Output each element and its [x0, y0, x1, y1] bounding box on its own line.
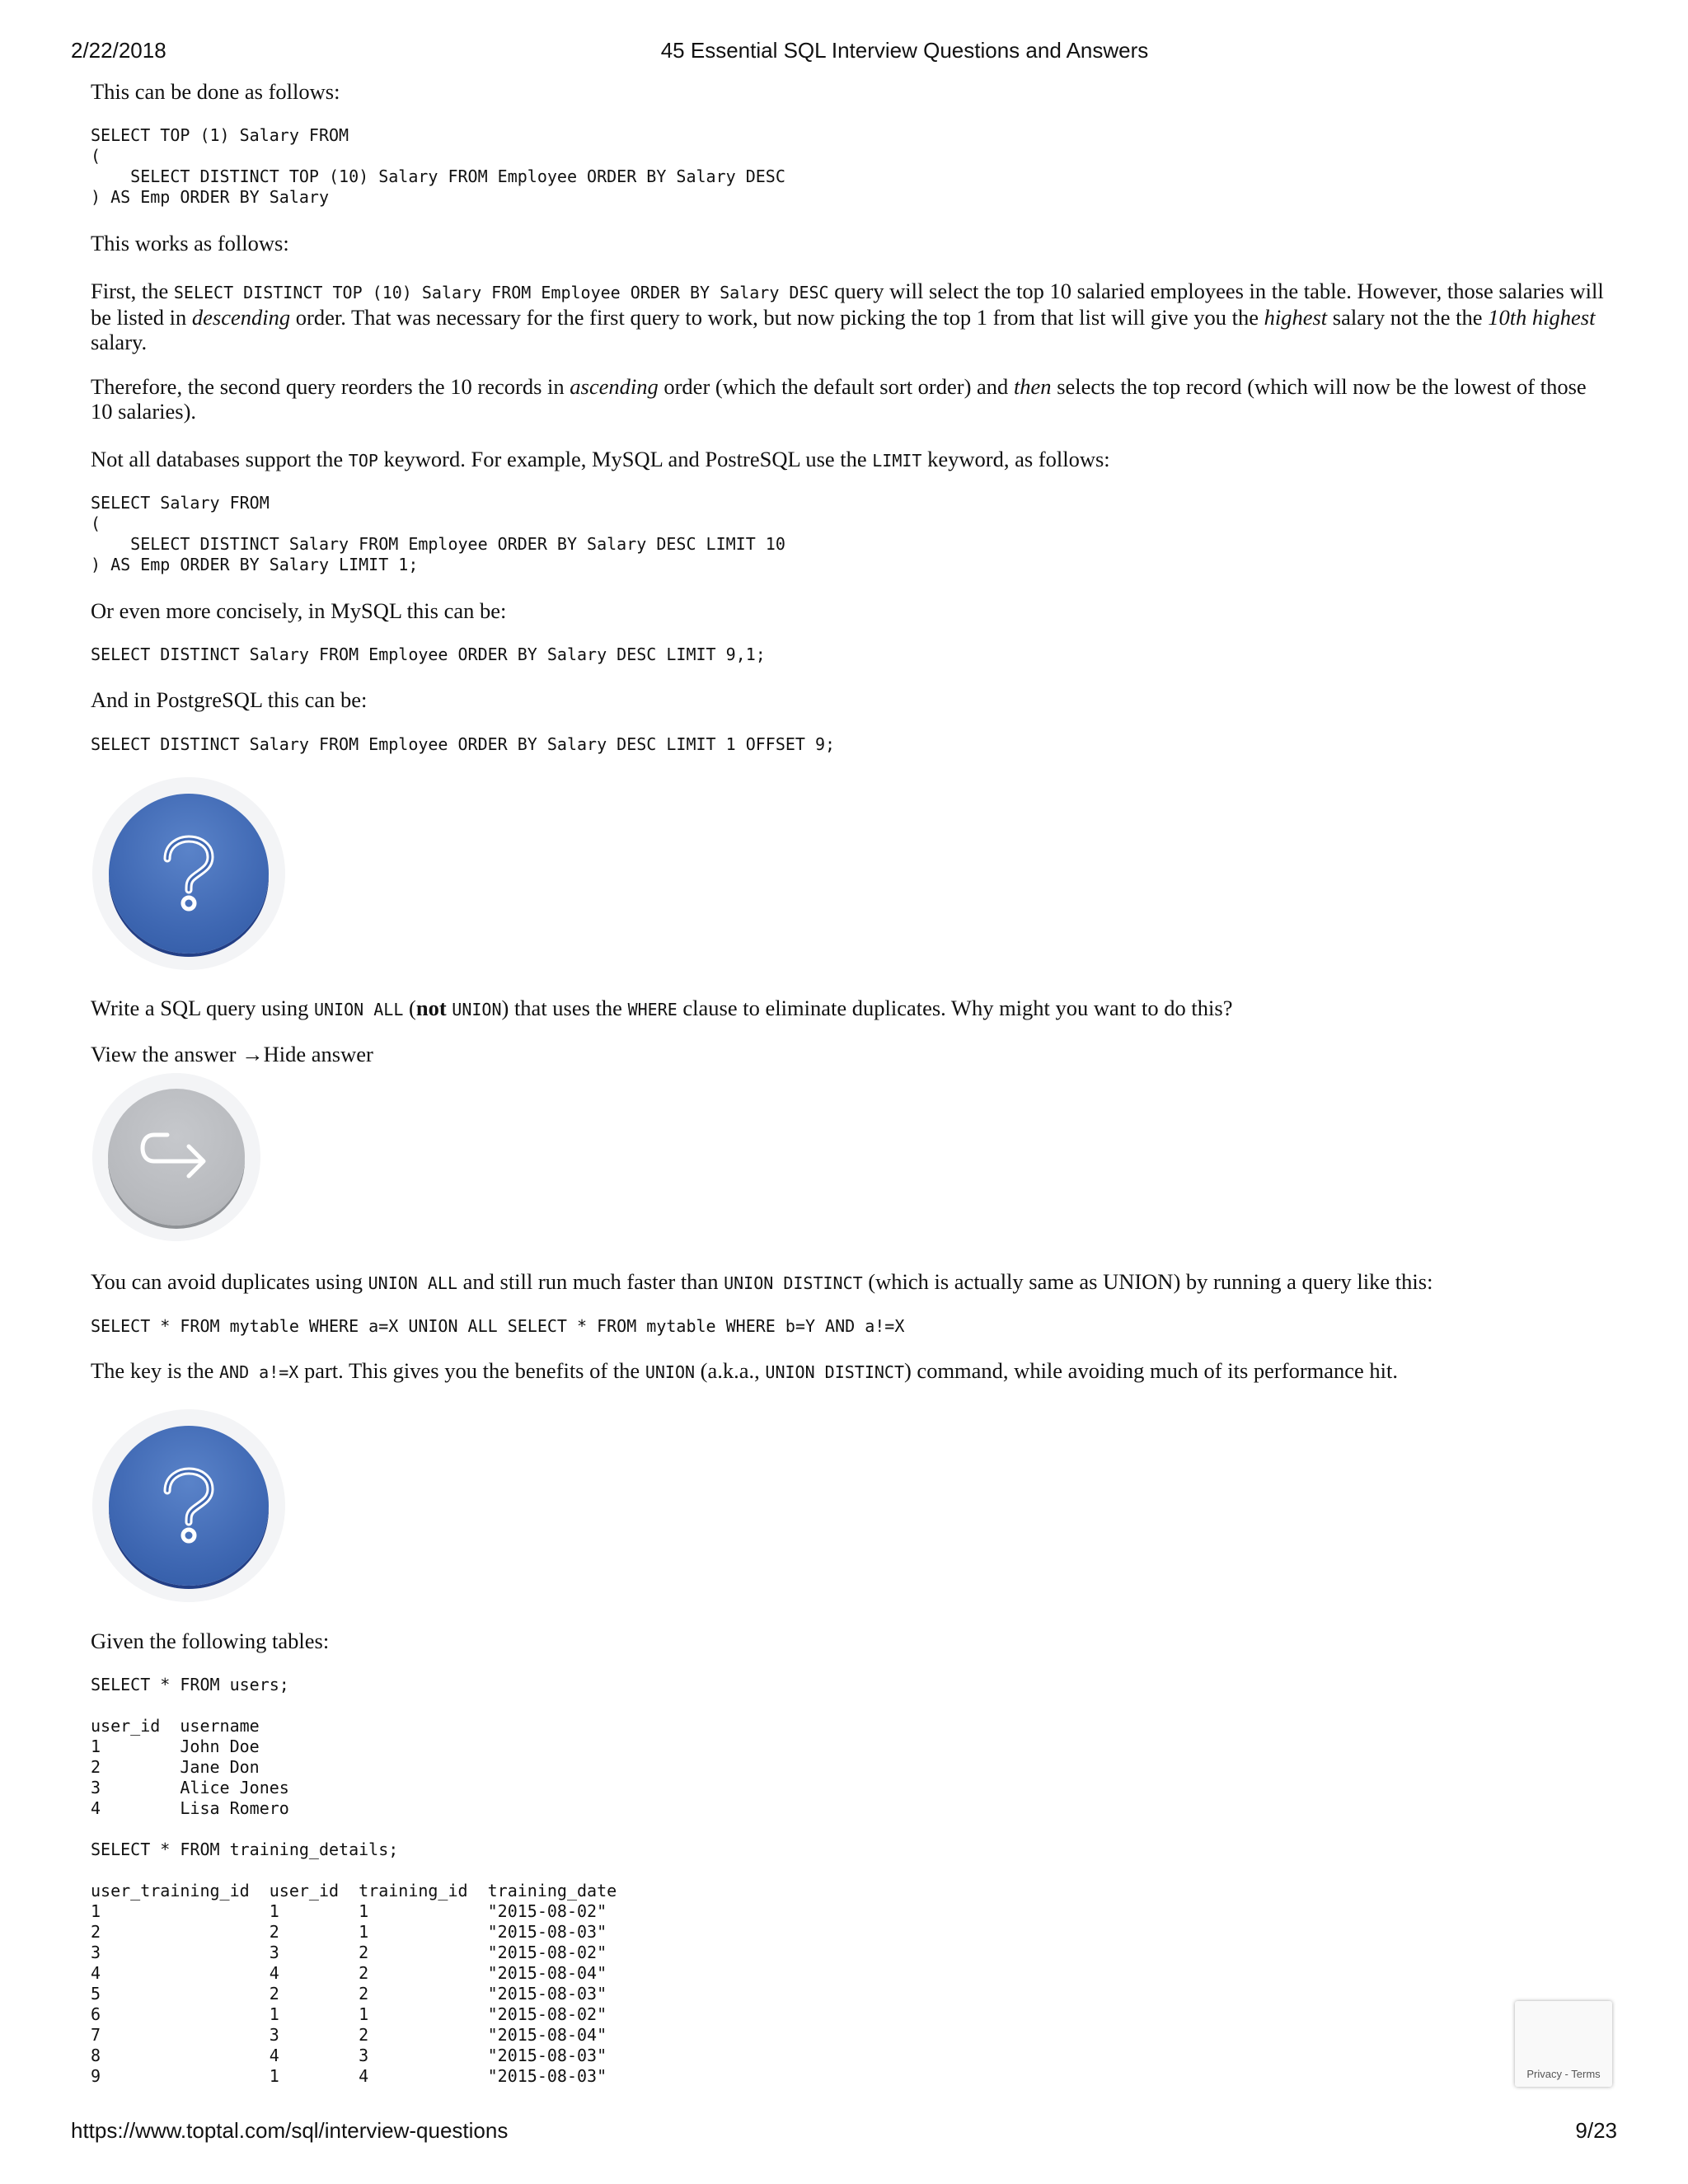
- hide-answer-link[interactable]: Hide answer: [263, 1042, 373, 1066]
- explanation-paragraph-1: First, the SELECT DISTINCT TOP (10) Salary FROM Employee ORDER BY Salary DESC query will select the top 10 salaried employees in the table. However, those salaries will be listed in descending order. That was necessary for the first query to work, but now picking the top 1 from that list will give you the highest salary not the the 10th highest salary.: [91, 279, 1604, 354]
- code-block-limit: SELECT Salary FROM ( SELECT DISTINCT Salary FROM Employee ORDER BY Salary DESC LIMIT 10 ) AS Emp ORDER BY Salary LIMIT 1;: [91, 493, 785, 574]
- works-heading: This works as follows:: [91, 231, 289, 255]
- inline-code: SELECT DISTINCT TOP (10) Salary FROM Employee ORDER BY Salary DESC: [173, 283, 829, 302]
- mysql-heading: Or even more concisely, in MySQL this can be:: [91, 598, 507, 623]
- question-mark-icon: [156, 1466, 222, 1545]
- explanation-paragraph-3: Not all databases support the TOP keyword. For example, MySQL and PostreSQL use the LIMIT keyword, as follows:: [91, 447, 1110, 471]
- code-block-union: SELECT * FROM mytable WHERE a=X UNION ALL SELECT * FROM mytable WHERE b=Y AND a!=X: [91, 1316, 905, 1336]
- answer-2-paragraph-2: The key is the AND a!=X part. This gives you the benefits of the UNION (a.k.a., UNION DISTINCT) command, while avoiding much of its performance hit.: [91, 1358, 1399, 1383]
- answer-2-paragraph-1: You can avoid duplicates using UNION ALL and still run much faster than UNION DISTINCT (which is actually same as UNION) by running a query like this:: [91, 1269, 1433, 1294]
- reply-arrow-icon: [139, 1128, 213, 1186]
- question-badge: [92, 777, 285, 970]
- document-title: 45 Essential SQL Interview Questions and Answers: [660, 38, 1149, 63]
- answer-badge: [92, 1073, 260, 1241]
- answer-toggle: [91, 1042, 1607, 1066]
- question-2-text: Write a SQL query using UNION ALL (not UNION) that uses the WHERE clause to eliminate duplicates. Why might you want to do this?: [91, 996, 1233, 1020]
- code-block-postgresql: SELECT DISTINCT Salary FROM Employee ORDER BY Salary DESC LIMIT 1 OFFSET 9;: [91, 734, 836, 754]
- code-block-top-salary: SELECT TOP (1) Salary FROM ( SELECT DISTINCT TOP (10) Salary FROM Employee ORDER BY Salary DESC ) AS Emp ORDER BY Salary: [91, 125, 785, 207]
- code-block-tables: SELECT * FROM users; user_id username 1 John Doe 2 Jane Don 3 Alice Jones 4 Lisa Romero SELECT * FROM training_details; user_training_id user_id training_id training_date 1 1 1 "2015-08-02" 2 2 1 "2015-08-03" 3 3 2 "2015-08-02" 4 4 2 "2015-08-04" 5 2 2 "2015-08-03" 6 1 1 "2015-08-02" 7 3 2 "2015-08-04" 8 4 3 "2015-08-03" 9 1 4 "2015-08-03": [91, 1675, 617, 2086]
- question-mark-icon: [156, 834, 222, 913]
- source-url: https://www.toptal.com/sql/interview-questions: [71, 2118, 509, 2143]
- page-number: 9/23: [1575, 2118, 1617, 2143]
- recaptcha-badge[interactable]: [1515, 2001, 1612, 2087]
- view-answer-link[interactable]: View the answer →: [91, 1042, 264, 1066]
- question-3-intro: Given the following tables:: [91, 1629, 330, 1653]
- postgresql-heading: And in PostgreSQL this can be:: [91, 687, 368, 712]
- intro-text: This can be done as follows:: [91, 79, 340, 104]
- recaptcha-privacy-terms[interactable]: Privacy - Terms: [1526, 2068, 1601, 2080]
- print-date: 2/22/2018: [71, 38, 166, 63]
- code-block-mysql: SELECT DISTINCT Salary FROM Employee ORDER BY Salary DESC LIMIT 9,1;: [91, 644, 766, 664]
- question-badge: [92, 1409, 285, 1602]
- page-footer: [0, 2118, 1688, 2151]
- explanation-paragraph-2: Therefore, the second query reorders the 10 records in ascending order (which the default sort order) and then selects the top record (which will now be the lowest of those 10 salaries).: [91, 374, 1587, 424]
- page-header: [0, 38, 1688, 71]
